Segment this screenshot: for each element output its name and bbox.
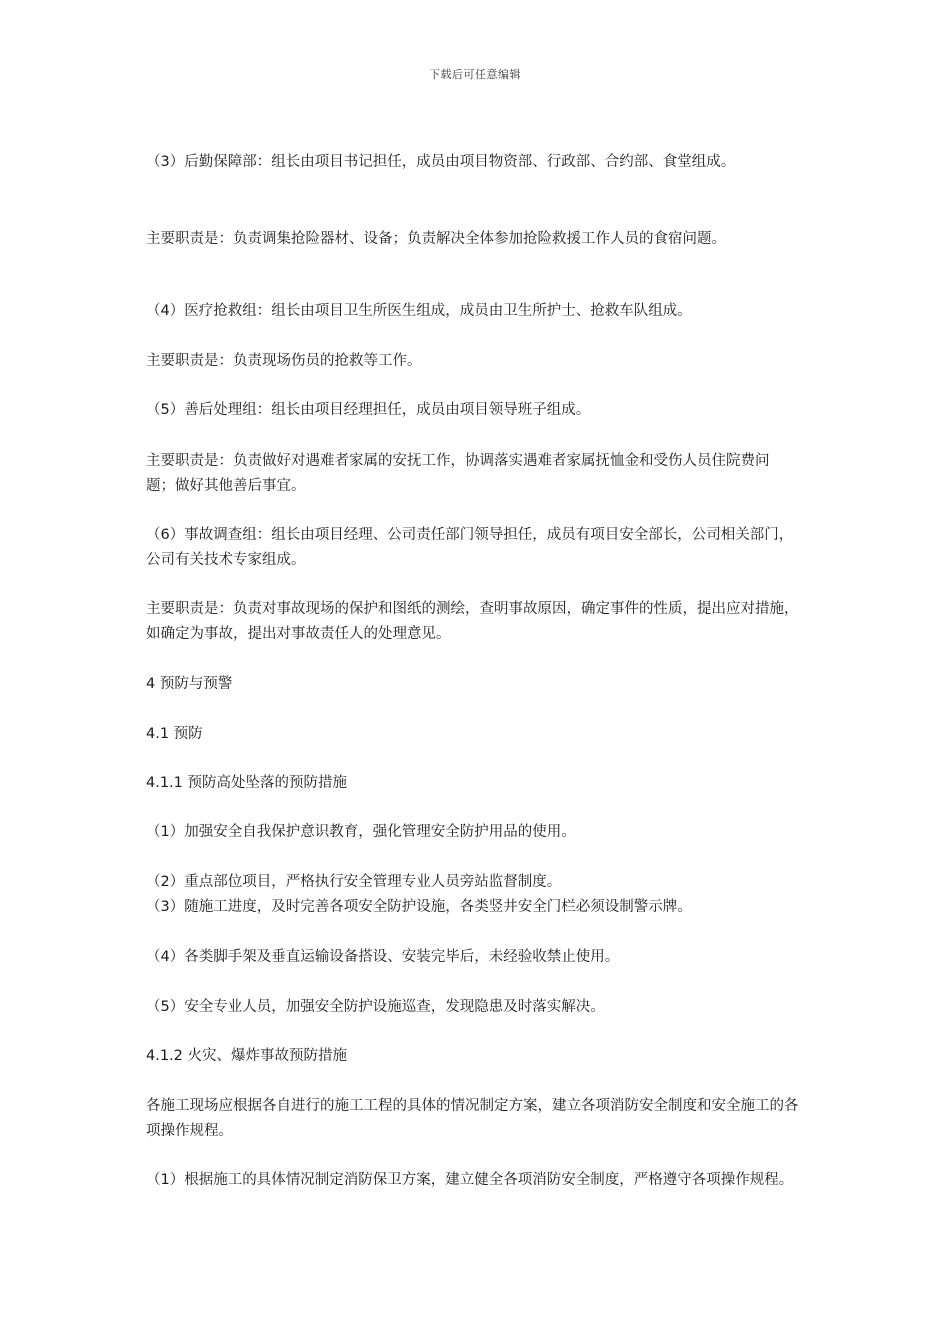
paragraph-medical-duty: 主要职责是：负责现场伤员的抢救等工作。 bbox=[146, 353, 422, 369]
list-item-4: （4）各类脚手架及垂直运输设备搭设、安装完毕后，未经验收禁止使用。 bbox=[146, 949, 620, 965]
paragraph-fire-plan: 各施工现场应根据各自进行的施工工程的具体的情况制定方案，建立各项消防安全制度和安全施工的各项操作规程。 bbox=[146, 1098, 799, 1139]
paragraph-logistics-duty: 主要职责是：负责调集抢险器材、设备；负责解决全体参加抢险救援工作人员的食宿问题。 bbox=[146, 231, 726, 247]
heading-fire-prevention: 4.1.2 火灾、爆炸事故预防措施 bbox=[146, 1048, 348, 1064]
list-item-2: （2）重点部位项目，严格执行安全管理专业人员旁站监督制度。 bbox=[146, 874, 562, 890]
page-header: 下载后可任意编辑 bbox=[429, 68, 521, 81]
paragraph-investigation-group: （6）事故调查组：组长由项目经理、公司责任部门领导担任，成员有项目安全部长，公司相关部门，公司有关技术专家组成。 bbox=[146, 527, 794, 568]
list-item-1: （1）加强安全自我保护意识教育，强化管理安全防护用品的使用。 bbox=[146, 824, 576, 840]
heading-prevention-warning: 4 预防与预警 bbox=[146, 676, 233, 692]
heading-prevention: 4.1 预防 bbox=[146, 726, 203, 742]
list-item-3: （3）随施工进度，及时完善各项安全防护设施，各类竖井安全门栏必须设制警示牌。 bbox=[146, 899, 692, 915]
heading-fall-prevention: 4.1.1 预防高处坠落的预防措施 bbox=[146, 775, 348, 791]
paragraph-investigation-duty: 主要职责是：负责对事故现场的保护和图纸的测绘，查明事故原因，确定事件的性质，提出应对措施，如确定为事故，提出对事故责任人的处理意见。 bbox=[146, 601, 799, 642]
paragraph-aftermath-group: （5）善后处理组：组长由项目经理担任，成员由项目领导班子组成。 bbox=[146, 402, 591, 418]
paragraph-medical-group: （4）医疗抢救组：组长由项目卫生所医生组成，成员由卫生所护士、抢救车队组成。 bbox=[146, 303, 692, 319]
paragraph-logistics-dept: （3）后勤保障部：组长由项目书记担任，成员由项目物资部、行政部、合约部、食堂组成。 bbox=[146, 154, 736, 170]
list-item-5: （5）安全专业人员，加强安全防护设施巡查，发现隐患及时落实解决。 bbox=[146, 999, 605, 1015]
list-item-fire-1: （1）根据施工的具体情况制定消防保卫方案，建立健全各项消防安全制度，严格遵守各项操作规程。 bbox=[146, 1172, 794, 1188]
paragraph-aftermath-duty: 主要职责是：负责做好对遇难者家属的安抚工作，协调落实遇难者家属抚恤金和受伤人员住院费问题；做好其他善后事宜。 bbox=[146, 453, 770, 494]
